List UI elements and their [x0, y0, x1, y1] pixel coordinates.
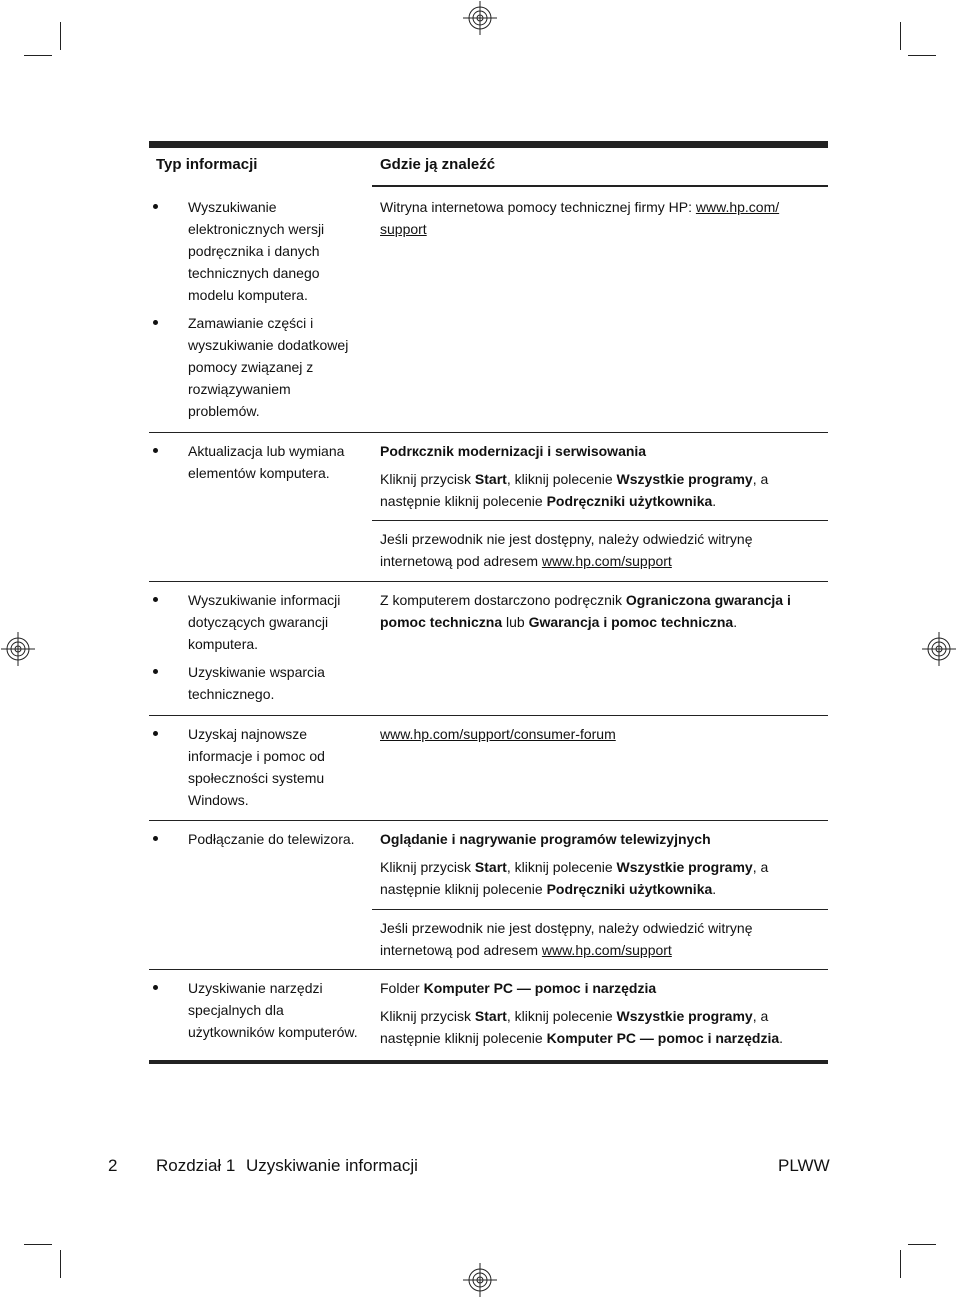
support-link[interactable]: www.hp.com/ support: [380, 199, 780, 237]
list-item: Podłączanie do telewizora.: [188, 831, 355, 847]
header-rule: [372, 185, 828, 187]
list-item: Uzyskaj najnowsze informacje i pomoc od społeczności systemu Windows.: [188, 726, 325, 808]
row-divider: [149, 715, 828, 716]
cell-note: Jeśli przewodnik nie jest dostępny, należy odwiedzić witrynę internetową pod adresem www.hp.com/support: [380, 531, 753, 569]
crop-mark: [900, 22, 901, 50]
column-header-type: Typ informacji: [156, 156, 258, 173]
table-bottom-rule: [149, 1060, 828, 1064]
row-divider: [372, 520, 828, 521]
table-top-rule: [149, 141, 828, 148]
row-divider: [149, 432, 828, 433]
locale-code: PLWW: [778, 1156, 830, 1175]
registration-mark-icon: [463, 1263, 497, 1297]
row-divider: [149, 820, 828, 821]
cell-location: Podrкcznik modernizacji i serwisowania Kliknij przycisk Start, kliknij polecenie Wszystkie programy, a następnie kliknij polecenie Podręczniki użytkownika.: [380, 443, 769, 509]
crop-mark: [908, 55, 936, 56]
page-number: 2: [108, 1156, 118, 1175]
list-item: Wyszukiwanie informacji dotyczących gwarancji komputera.: [188, 592, 341, 652]
row-divider: [149, 969, 828, 970]
crop-mark: [60, 1250, 61, 1278]
list-item: Aktualizacja lub wymiana elementów komputera.: [188, 443, 345, 481]
guide-title: Oglądanie i nagrywanie programów telewizyjnych: [380, 831, 711, 847]
row-divider: [372, 909, 828, 910]
crop-mark: [908, 1244, 936, 1245]
cell-location: Folder Komputer PC — pomoc i narzędzia Kliknij przycisk Start, kliknij polecenie Wszystkie programy, a następnie kliknij polecenie Komputer PC — pomoc i narzędzia.: [380, 980, 784, 1046]
cell-location: Z komputerem dostarczono podręcznik Ograniczona gwarancja i pomoc techniczna lub Gwarancja i pomoc techniczna.: [380, 592, 791, 630]
column-header-location: Gdzie ją znaleźć: [380, 156, 496, 173]
registration-mark-icon: [463, 1, 497, 35]
crop-mark: [60, 22, 61, 50]
cell-location: Oglądanie i nagrywanie programów telewizyjnych Kliknij przycisk Start, kliknij polecenie Wszystkie programy, a następnie kliknij polecenie Podręczniki użytkownika.: [380, 831, 769, 897]
crop-mark: [900, 1250, 901, 1278]
support-link[interactable]: www.hp.com/support: [541, 553, 672, 569]
cell-note: Jeśli przewodnik nie jest dostępny, należy odwiedzić witrynę internetową pod adresem www.hp.com/support: [380, 920, 753, 958]
list-item: Zamawianie części i wyszukiwanie dodatkowej pomocy związanej z rozwiązywaniem problemów.: [188, 315, 349, 419]
registration-mark-icon: [922, 632, 956, 666]
crop-mark: [24, 55, 52, 56]
cell-location: [380, 723, 820, 745]
support-link[interactable]: www.hp.com/support: [541, 942, 672, 958]
chapter-label: Rozdział 1: [156, 1156, 236, 1175]
registration-mark-icon: [1, 632, 35, 666]
row-divider: [149, 581, 828, 582]
list-item: Uzyskiwanie wsparcia technicznego.: [188, 664, 325, 702]
consumer-forum-link[interactable]: www.hp.com/support/consumer-forum: [380, 726, 616, 742]
list-item: Uzyskiwanie narzędzi specjalnych dla użytkowników komputerów.: [188, 980, 358, 1040]
cell-location: Witryna internetowa pomocy technicznej firmy HP: www.hp.com/ support: [380, 199, 780, 237]
list-item: Wyszukiwanie elektronicznych wersji podręcznika i danych technicznych danego modelu komputera.: [188, 199, 325, 303]
chapter-title: Uzyskiwanie informacji: [246, 1156, 418, 1175]
guide-title: Podrкcznik modernizacji i serwisowania: [380, 443, 647, 459]
crop-mark: [24, 1244, 52, 1245]
